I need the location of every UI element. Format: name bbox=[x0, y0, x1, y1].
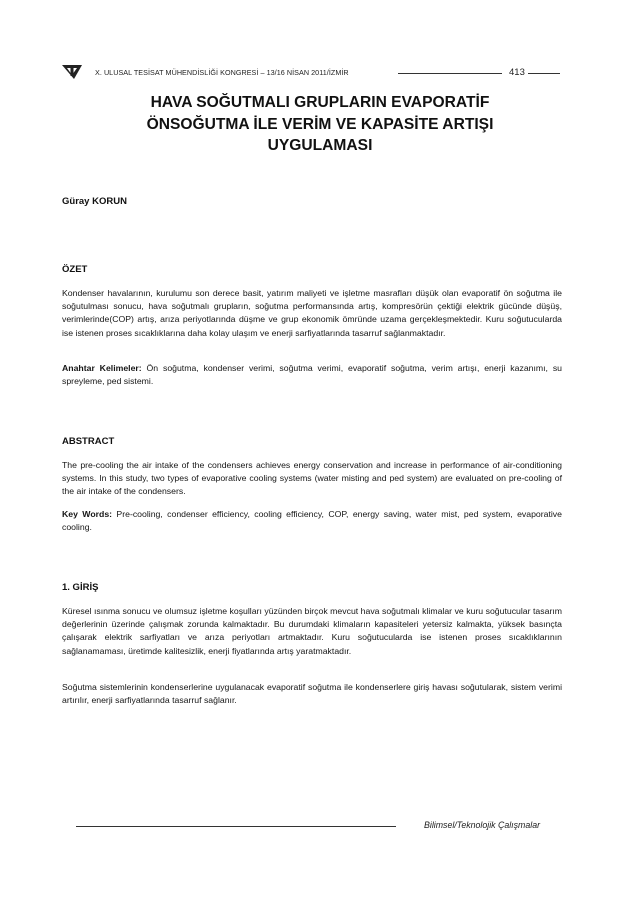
title-line: HAVA SOĞUTMALI GRUPLARIN EVAPORATİF bbox=[150, 94, 490, 111]
ozet-keywords bbox=[62, 362, 562, 388]
giris-paragraph-2: Soğutma sistemlerinin kondenserlerine uygulanacak evaporatif soğutma ile kondenserlere giriş havası soğutularak, sistem verimi artırılır, enerji sarfiyatlarında tasarruf sağlanır. bbox=[62, 682, 562, 706]
abstract-body: The pre-cooling the air intake of the condensers achieves energy conservation and increase in performance of air-conditioning systems. In this study, two types of evaporative cooling systems (water misting and ped system) are evaluated on pre-cooling of the air intake of the condensers. bbox=[62, 460, 562, 497]
keywords-text: Pre-cooling, condenser efficiency, cooling efficiency, COP, energy saving, water mist, ped system, evaporative cooling. bbox=[62, 509, 562, 533]
title-line: UYGULAMASI bbox=[267, 137, 373, 154]
abstract-keywords bbox=[62, 508, 562, 534]
keywords-label: Key Words: bbox=[62, 509, 113, 519]
paper-title bbox=[80, 92, 560, 157]
footer-rule bbox=[76, 826, 396, 827]
keywords-text: Ön soğutma, kondenser verimi, soğutma verimi, evaporatif soğutma, verim artışı, enerji kazanımı, su spreyleme, ped sistemi. bbox=[62, 363, 562, 387]
footer-label: Bilimsel/Teknolojik Çalışmalar bbox=[424, 820, 541, 830]
abstract-heading: ABSTRACT bbox=[62, 436, 115, 447]
conference-title: X. ULUSAL TESİSAT MÜHENDİSLİĞİ KONGRESİ – 13/16 NİSAN 2011/İZMİR bbox=[95, 68, 349, 77]
keywords-label: Anahtar Kelimeler: bbox=[62, 363, 142, 373]
giris-paragraph-1: Küresel ısınma sonucu ve olumsuz işletme koşulları yüzünden birçok mevcut hava soğutmalı klimalar ve kuru soğutucular tasarım değerlerinin üzerinde çalışmak zorunda kalmaktadır. Bu durumdaki klimaların kapasiteleri yetersiz kalmakta, yüksek basınçta çalışarak elektrik sarfiyatları ve arıza periyotları artmaktadır. Kuru soğutucularda ise istenen proses sıcaklıklarının sağlanamaması, üretimde kalitesizlik, enerji fiyatlarında artış yaratmaktadır. bbox=[62, 606, 562, 656]
ozet-heading: ÖZET bbox=[62, 264, 88, 275]
page-header bbox=[62, 64, 562, 82]
tmmob-logo-icon bbox=[62, 64, 82, 80]
ozet-body: Kondenser havalarının, kurulumu son derece basit, yatırım maliyeti ve işletme masrafları düşük olan evaporatif ön soğutma ile soğutulması sonucu, hava soğutmalı grupların, soğutma performansında artış, kompresörün çektiği elektrik gücünde düşüş, verimlerinde(COP) artış, arıza periyotlarında düşme ve grup ekonomik ömründe uzama gerçekleşmektedir. Kuru soğutucularda ise istenen proses sıcaklıklarına daha kolay ulaşım ve enerji sarfiyatlarında tasarruf sağlanmaktadır. bbox=[62, 288, 562, 338]
title-line: ÖNSOĞUTMA İLE VERİM VE KAPASİTE ARTIŞI bbox=[146, 115, 494, 133]
header-rule-left bbox=[398, 73, 502, 74]
author-name: Güray KORUN bbox=[62, 196, 127, 207]
header-rule-right bbox=[528, 73, 560, 74]
page-number: 413 bbox=[509, 67, 525, 78]
giris-heading: 1. GİRİŞ bbox=[62, 582, 99, 593]
